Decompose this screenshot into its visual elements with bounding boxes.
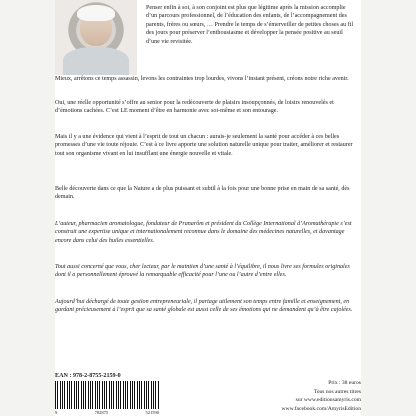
facebook-page: www.facebook.com/AmyrisEdition <box>281 405 361 412</box>
barcode-numbers <box>55 409 159 416</box>
publisher-info <box>269 379 361 413</box>
paragraph-2: Mieux, arrêtons ce temps assassin, levons les contraintes trop lourdes, vivons l’instant présent, créons notre riche avenir. <box>55 76 349 82</box>
paragraph-3: Oui, une réelle opportunité s’offre au senior pour la redécouverte de plaisirs insoupçonnés, de loisirs renouvelés et d’émotions cachées. C’est LE moment d’être en harmonie avec soi-même et son entourage. <box>55 100 334 115</box>
barcode-right-digits: 521590 <box>145 410 159 415</box>
author-hair <box>77 5 115 21</box>
publisher-website: sur www.editionsamyris.com <box>295 397 361 404</box>
paragraph-5: Belle découverte dans ce que la Nature a de plus puissant et subtil à la fois pour une bonne prise en main de sa santé, dès demain. <box>55 186 350 201</box>
back-cover <box>55 0 361 416</box>
price: Prix : 38 euros <box>328 380 361 386</box>
paragraph-4: Mais il y a une évidence qui vient à l’esprit de tout un chacun : aurais-je seulement la santé pour accéder à ces belles promesses d’une vie toute réjouie. C’est à ce livre apporte une solution naturelle unique pour traiter, améliorer et restaurer tout son organisme vivant en lui insufflant une énergie nouvelle et vitale. <box>55 134 353 157</box>
author-photo <box>55 0 137 75</box>
other-titles: Tous nos autres titres <box>313 388 361 395</box>
author-bio-1: L’auteur, pharmacien aromatologue, fondateur de Pranarôm et président du Collège International d’Aromathérapie s’est construit une expertise unique et internationalement reconnue dans le domaine des médecines naturelles, et davantage encore dans celui des huiles essentielles. <box>55 221 352 244</box>
author-bio-3: Aujourd’hui déchargé de toute gestion entrepreneuriale, il partage utilement son temps entre famille et enseignement, en gardant précieusement à l’esprit que sa santé globale est aussi celle de ses émotions qui ne demandent qu’à être cajolées. <box>55 299 353 314</box>
ean-code: EAN : 978-2-8755-2159-0 <box>55 373 121 379</box>
barcode-left-digit: 9 <box>55 410 58 415</box>
author-bio-2: Tout aussi concerné que vous, cher lecteur, par le maintien d’une santé à l’équilibre, il nous livre ses formules originales dont il a personnellement éprouvé la remarquable efficacité pour l’une ou l’autre d’entre elles. <box>55 264 350 279</box>
intro-paragraph: Penser enfin à soi, à son conjoint est plus que légitime après la mission accomplie d’un parcours professionnel, de l’éducation des enfants, de l’accompagnement des parents, frères ou sœurs, … Prendre le temps de s’émerveiller de petites choses au fil des jours pour préserver l’enthousiasme et développer la pensée positive au seuil d’une vie revisitée. <box>146 5 354 45</box>
author-shirt <box>63 47 129 75</box>
barcode <box>55 381 159 409</box>
barcode-middle-digits: 782875 <box>94 410 109 415</box>
